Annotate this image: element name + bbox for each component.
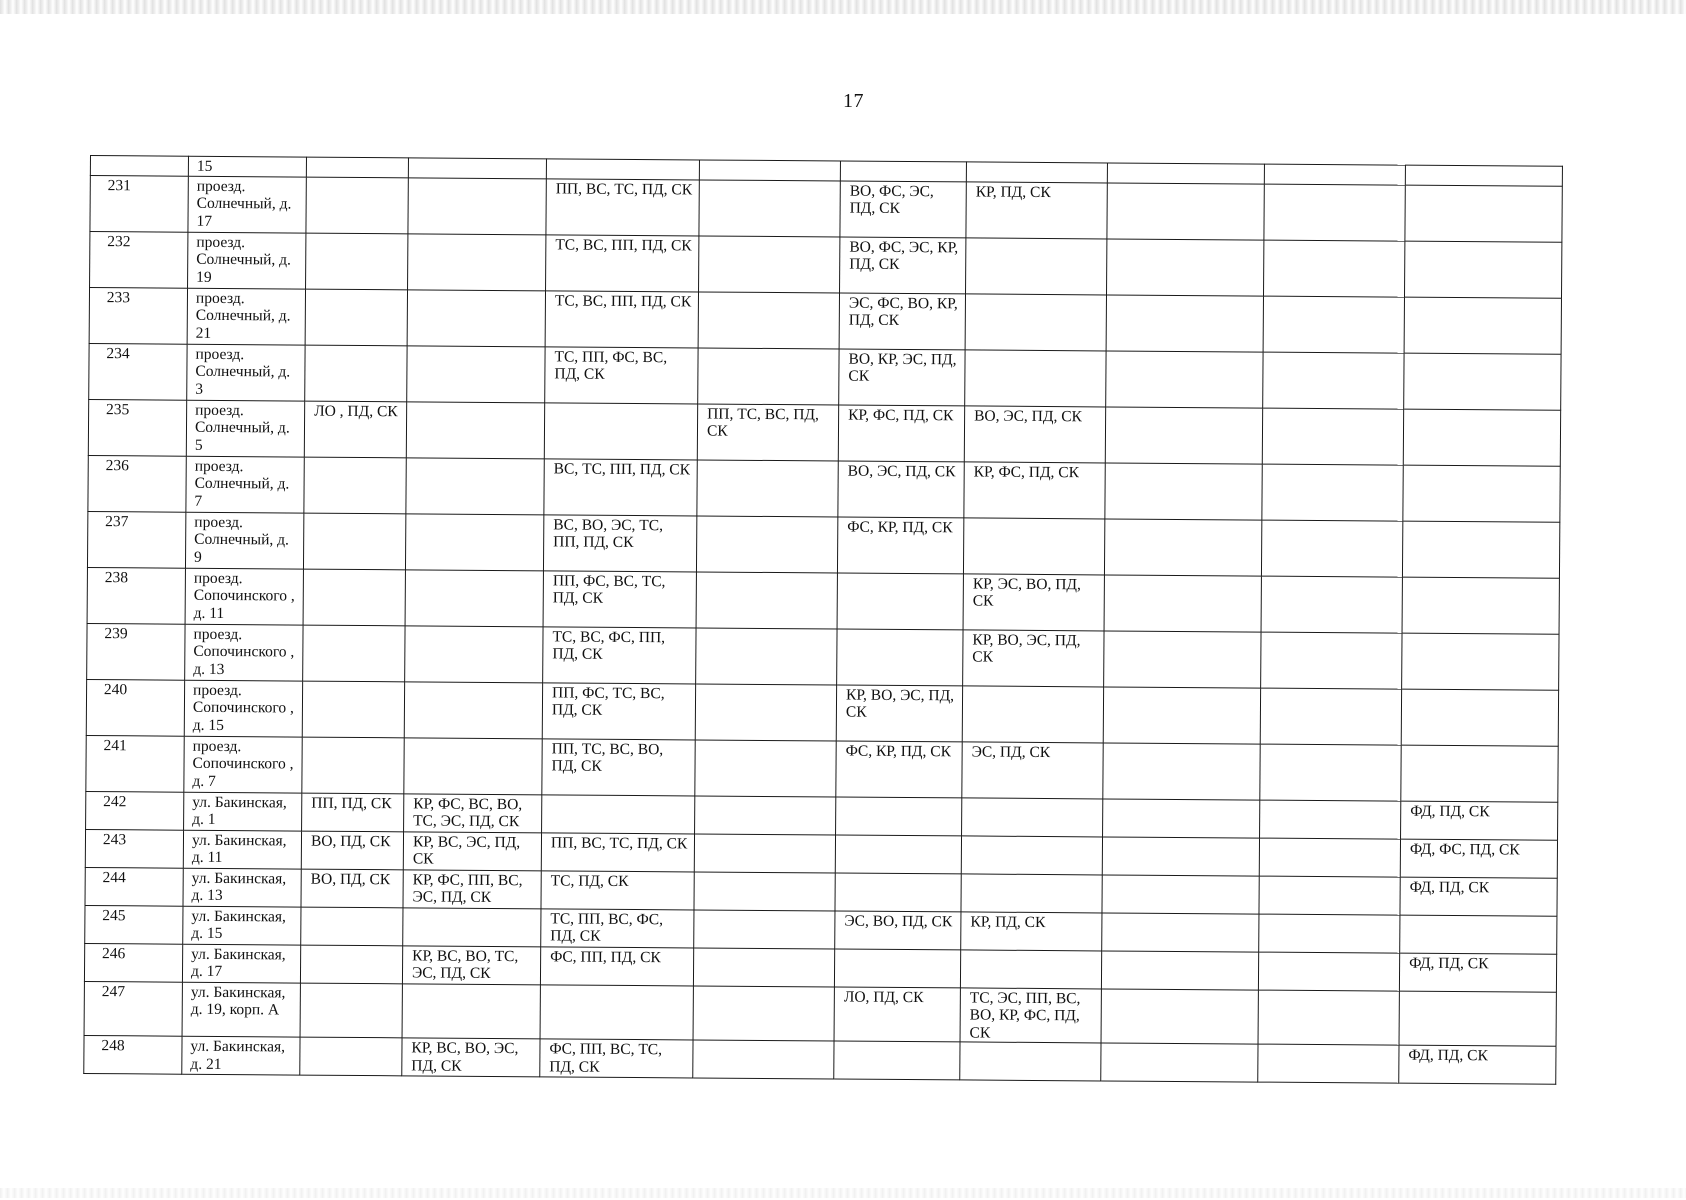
address-cell: проезд. Солнечный, д. 19: [188, 232, 306, 289]
col1-cell: ЛО , ПД, СК: [304, 401, 406, 458]
col3-cell: ВС, ВО, ЭС, ТС, ПП, ПД, СК: [543, 514, 696, 571]
col5-cell: ЭС, ВО, ПД, СК: [835, 910, 961, 949]
col7-cell: [1106, 294, 1263, 351]
row-number-cell: 239: [87, 623, 185, 680]
col9-cell: [1404, 353, 1561, 410]
col7-cell: [1104, 630, 1261, 687]
col5-cell: [837, 572, 963, 629]
col5-cell: [835, 872, 961, 911]
col5-cell: [835, 834, 961, 873]
address-cell: ул. Бакинская, д. 17: [182, 944, 300, 983]
col1-cell: [302, 681, 404, 738]
col5-cell: ВО, КР, ЭС, ПД, СК: [839, 348, 965, 405]
col5-cell: ФС, КР, ПД, СК: [837, 516, 963, 573]
address-cell: проезд. Солнечный, д. 7: [186, 456, 304, 513]
col7-cell: [1103, 686, 1260, 743]
col8-cell: [1261, 576, 1402, 633]
col6-cell: ТС, ЭС, ПП, ВС, ВО, КР, ФС, ПД, СК: [960, 987, 1101, 1043]
col3-cell: ФС, ПП, ВС, ТС, ПД, СК: [540, 1039, 693, 1078]
col4-cell: [695, 683, 836, 740]
col2-cell: КР, ФС, ВС, ВО, ТС, ЭС, ПД, СК: [404, 793, 542, 832]
col6-cell: [966, 237, 1107, 294]
col2-cell: [408, 177, 546, 234]
address-cell: 15: [188, 156, 306, 176]
col3-cell: [540, 984, 693, 1040]
col3-cell: ТС, ПП, ВС, ФС, ПД, СК: [541, 908, 694, 947]
col1-cell: [300, 945, 402, 984]
col1-cell: [305, 289, 407, 346]
col9-cell: [1403, 465, 1560, 522]
col7-cell: [1103, 742, 1260, 799]
col9-cell: [1399, 991, 1556, 1047]
col8-cell: [1264, 184, 1405, 241]
col2-cell: [402, 983, 540, 1039]
col6-cell: КР, ФС, ПД, СК: [964, 461, 1105, 518]
col1-cell: [303, 625, 405, 682]
col9-cell: ФД, ПД, СК: [1401, 801, 1558, 840]
col6-cell: КР, ВО, ЭС, ПД, СК: [963, 629, 1104, 686]
col5-cell: ЭС, ФС, ВО, КР, ПД, СК: [839, 292, 965, 349]
row-number-cell: 242: [86, 791, 184, 830]
col2-cell: [405, 625, 543, 682]
col9-cell: [1400, 915, 1557, 954]
table-body: [84, 156, 1563, 1085]
col6-cell: [961, 835, 1102, 874]
col9-cell: [1401, 689, 1558, 746]
col5-cell: ВО, ЭС, ПД, СК: [838, 460, 964, 517]
col9-cell: [1404, 297, 1561, 354]
col3-cell: ПП, ВС, ТС, ПД, СК: [541, 832, 694, 871]
col3-cell: ПП, ВС, ТС, ПД, СК: [546, 178, 699, 235]
row-number-cell: 247: [84, 981, 182, 1036]
col1-cell: [306, 177, 408, 234]
col8-cell: [1261, 520, 1402, 577]
col8-cell: [1259, 914, 1400, 953]
col5-cell: [837, 628, 963, 685]
col7-cell: [1101, 950, 1258, 989]
col3-cell: ТС, ВС, ФС, ПП, ПД, СК: [543, 626, 696, 683]
col6-cell: [962, 797, 1103, 836]
col2-cell: [407, 289, 545, 346]
col9-cell: [1403, 409, 1560, 466]
col2-cell: КР, ФС, ПП, ВС, ЭС, ПД, СК: [403, 869, 541, 908]
col9-cell: [1405, 185, 1562, 242]
col7-cell: [1103, 798, 1260, 837]
col1-cell: [301, 907, 403, 946]
row-number-cell: 235: [88, 399, 186, 456]
page-number: 17: [843, 90, 864, 112]
col1-cell: [305, 345, 407, 402]
col5-cell: ВО, ФС, ЭС, ПД, СК: [840, 181, 966, 238]
table-cell: [408, 158, 546, 179]
row-number-cell: 237: [87, 511, 185, 568]
col3-cell: ФС, ПП, ПД, СК: [540, 946, 693, 985]
row-number-cell: 232: [90, 231, 188, 288]
col3-cell: ВС, ТС, ПП, ПД, СК: [544, 458, 697, 515]
col5-cell: КР, ФС, ПД, СК: [838, 404, 964, 461]
col7-cell: [1106, 350, 1263, 407]
col4-cell: [696, 515, 837, 572]
col4-cell: [696, 571, 837, 628]
col3-cell: ПП, ФС, ТС, ВС, ПД, СК: [542, 682, 695, 739]
col1-cell: [303, 513, 405, 570]
address-cell: ул. Бакинская, д. 19, корп. А: [182, 982, 300, 1037]
col7-cell: [1102, 912, 1259, 951]
address-cell: проезд. Солнечный, д. 17: [188, 176, 306, 233]
row-number-cell: 236: [88, 455, 186, 512]
row-number-cell: 248: [84, 1035, 182, 1074]
col4-cell: [695, 795, 836, 834]
address-cell: ул. Бакинская, д. 1: [184, 792, 302, 831]
col6-cell: [960, 949, 1101, 988]
table-cell: [699, 160, 840, 181]
address-cell: проезд. Солнечный, д. 3: [187, 344, 305, 401]
col5-cell: [836, 796, 962, 835]
col5-cell: ВО, ФС, ЭС, КР, ПД, СК: [840, 236, 966, 293]
col5-cell: [834, 948, 960, 987]
col2-cell: [404, 681, 542, 738]
col4-cell: [699, 179, 840, 236]
col1-cell: [306, 233, 408, 290]
col8-cell: [1258, 952, 1399, 991]
col9-cell: [1401, 745, 1558, 802]
address-cell: проезд. Сопочинского , д. 11: [185, 568, 303, 625]
row-number-cell: 238: [87, 567, 185, 624]
col8-cell: [1259, 838, 1400, 877]
address-cell: ул. Бакинская, д. 15: [183, 906, 301, 945]
col1-cell: [304, 457, 406, 514]
col2-cell: [405, 513, 543, 570]
col2-cell: [406, 457, 544, 514]
col3-cell: ПП, ТС, ВС, ВО, ПД, СК: [542, 738, 695, 795]
col6-cell: [965, 293, 1106, 350]
col9-cell: ФД, ПД, СК: [1400, 877, 1557, 916]
col7-cell: [1104, 574, 1261, 631]
table-cell: [90, 156, 188, 176]
col3-cell: ТС, ПП, ФС, ВС, ПД, СК: [545, 346, 698, 403]
table-cell: [840, 161, 966, 181]
col1-cell: [300, 983, 402, 1038]
col4-cell: [696, 627, 837, 684]
col6-cell: [961, 873, 1102, 912]
col6-cell: ВО, ЭС, ПД, СК: [964, 405, 1105, 462]
table-cell: [966, 162, 1107, 183]
col4-cell: ПП, ТС, ВС, ПД, СК: [697, 403, 838, 460]
col8-cell: [1258, 1044, 1399, 1083]
table-cell: [1264, 164, 1405, 185]
address-cell: проезд. Солнечный, д. 21: [187, 288, 305, 345]
col1-cell: ПП, ПД, СК: [302, 793, 404, 832]
col6-cell: ЭС, ПД, СК: [962, 741, 1103, 798]
row-number-cell: 244: [85, 867, 183, 906]
col7-cell: [1101, 1043, 1258, 1082]
col4-cell: [697, 459, 838, 516]
col2-cell: [407, 345, 545, 402]
col6-cell: КР, ПД, СК: [961, 911, 1102, 950]
col6-cell: [962, 685, 1103, 742]
col7-cell: [1104, 518, 1261, 575]
col4-cell: [698, 291, 839, 348]
col8-cell: [1258, 990, 1399, 1046]
col3-cell: ТС, ВС, ПП, ПД, СК: [545, 290, 698, 347]
table-cell: [546, 159, 699, 180]
col6-cell: [960, 1042, 1101, 1081]
col8-cell: [1260, 688, 1401, 745]
row-number-cell: 243: [85, 829, 183, 868]
col2-cell: [403, 907, 541, 946]
row-number-cell: 231: [90, 175, 188, 232]
col3-cell: ПП, ФС, ВС, ТС, ПД, СК: [543, 570, 696, 627]
address-cell: проезд. Сопочинского , д. 7: [184, 736, 302, 793]
address-cell: ул. Бакинская, д. 13: [183, 868, 301, 907]
col6-cell: [965, 349, 1106, 406]
col4-cell: [699, 235, 840, 292]
col8-cell: [1264, 240, 1405, 297]
work-schedule-table: [83, 155, 1563, 1085]
table-cell: [306, 157, 408, 177]
col4-cell: [693, 985, 834, 1041]
col6-cell: КР, ЭС, ВО, ПД, СК: [963, 573, 1104, 630]
address-cell: проезд. Сопочинского , д. 15: [184, 680, 302, 737]
col1-cell: ВО, ПД, СК: [301, 831, 403, 870]
row-number-cell: 241: [86, 735, 184, 792]
row-number-cell: 240: [86, 679, 184, 736]
address-cell: проезд. Солнечный, д. 5: [186, 400, 304, 457]
col9-cell: ФД, ФС, ПД, СК: [1400, 839, 1557, 878]
col2-cell: [406, 401, 544, 458]
col3-cell: [544, 402, 697, 459]
col4-cell: [693, 947, 834, 986]
row-number-cell: 234: [89, 343, 187, 400]
col9-cell: [1402, 577, 1559, 634]
col2-cell: [408, 233, 546, 290]
col8-cell: [1262, 464, 1403, 521]
col6-cell: [963, 517, 1104, 574]
col8-cell: [1259, 876, 1400, 915]
row-number-cell: 233: [89, 287, 187, 344]
col8-cell: [1263, 352, 1404, 409]
col4-cell: [694, 909, 835, 948]
col4-cell: [693, 1040, 834, 1079]
col7-cell: [1102, 836, 1259, 875]
scan-edge-bottom: [0, 1188, 1686, 1198]
col3-cell: ТС, ВС, ПП, ПД, СК: [546, 234, 699, 291]
table-cell: [1107, 163, 1264, 184]
col9-cell: [1402, 521, 1559, 578]
col2-cell: КР, ВС, ЭС, ПД, СК: [403, 831, 541, 870]
col2-cell: КР, ВС, ВО, ТС, ЭС, ПД, СК: [402, 945, 540, 984]
col4-cell: [698, 347, 839, 404]
col9-cell: ФД, ПД, СК: [1399, 953, 1556, 992]
col2-cell: [404, 737, 542, 794]
col4-cell: [695, 739, 836, 796]
col8-cell: [1260, 800, 1401, 839]
col1-cell: [303, 569, 405, 626]
col2-cell: [405, 569, 543, 626]
col3-cell: ТС, ПД, СК: [541, 870, 694, 909]
col8-cell: [1263, 296, 1404, 353]
col4-cell: [694, 833, 835, 872]
col7-cell: [1107, 238, 1264, 295]
col7-cell: [1101, 988, 1258, 1044]
col5-cell: КР, ВО, ЭС, ПД, СК: [836, 684, 962, 741]
col1-cell: [300, 1037, 402, 1076]
row-number-cell: 245: [85, 905, 183, 944]
col8-cell: [1260, 744, 1401, 801]
col7-cell: [1105, 406, 1262, 463]
col7-cell: [1107, 182, 1264, 239]
col4-cell: [694, 871, 835, 910]
col5-cell: ЛО, ПД, СК: [834, 986, 960, 1041]
row-number-cell: 246: [84, 943, 182, 982]
address-cell: проезд. Сопочинского , д. 13: [185, 624, 303, 681]
address-cell: ул. Бакинская, д. 11: [183, 830, 301, 869]
col1-cell: ВО, ПД, СК: [301, 869, 403, 908]
col1-cell: [302, 737, 404, 794]
col7-cell: [1105, 462, 1262, 519]
col7-cell: [1102, 874, 1259, 913]
col3-cell: [542, 794, 695, 833]
scan-edge-top: [0, 0, 1686, 14]
address-cell: ул. Бакинская, д. 21: [182, 1036, 300, 1075]
col6-cell: КР, ПД, СК: [966, 181, 1107, 238]
address-cell: проезд. Солнечный, д. 9: [185, 512, 303, 569]
col2-cell: КР, ВС, ВО, ЭС, ПД, СК: [402, 1038, 540, 1077]
table-cell: [1405, 165, 1562, 186]
col9-cell: [1404, 241, 1561, 298]
col8-cell: [1262, 408, 1403, 465]
col5-cell: [834, 1041, 960, 1080]
col9-cell: [1402, 633, 1559, 690]
col5-cell: ФС, КР, ПД, СК: [836, 740, 962, 797]
col8-cell: [1261, 632, 1402, 689]
col9-cell: ФД, ПД, СК: [1399, 1045, 1556, 1084]
